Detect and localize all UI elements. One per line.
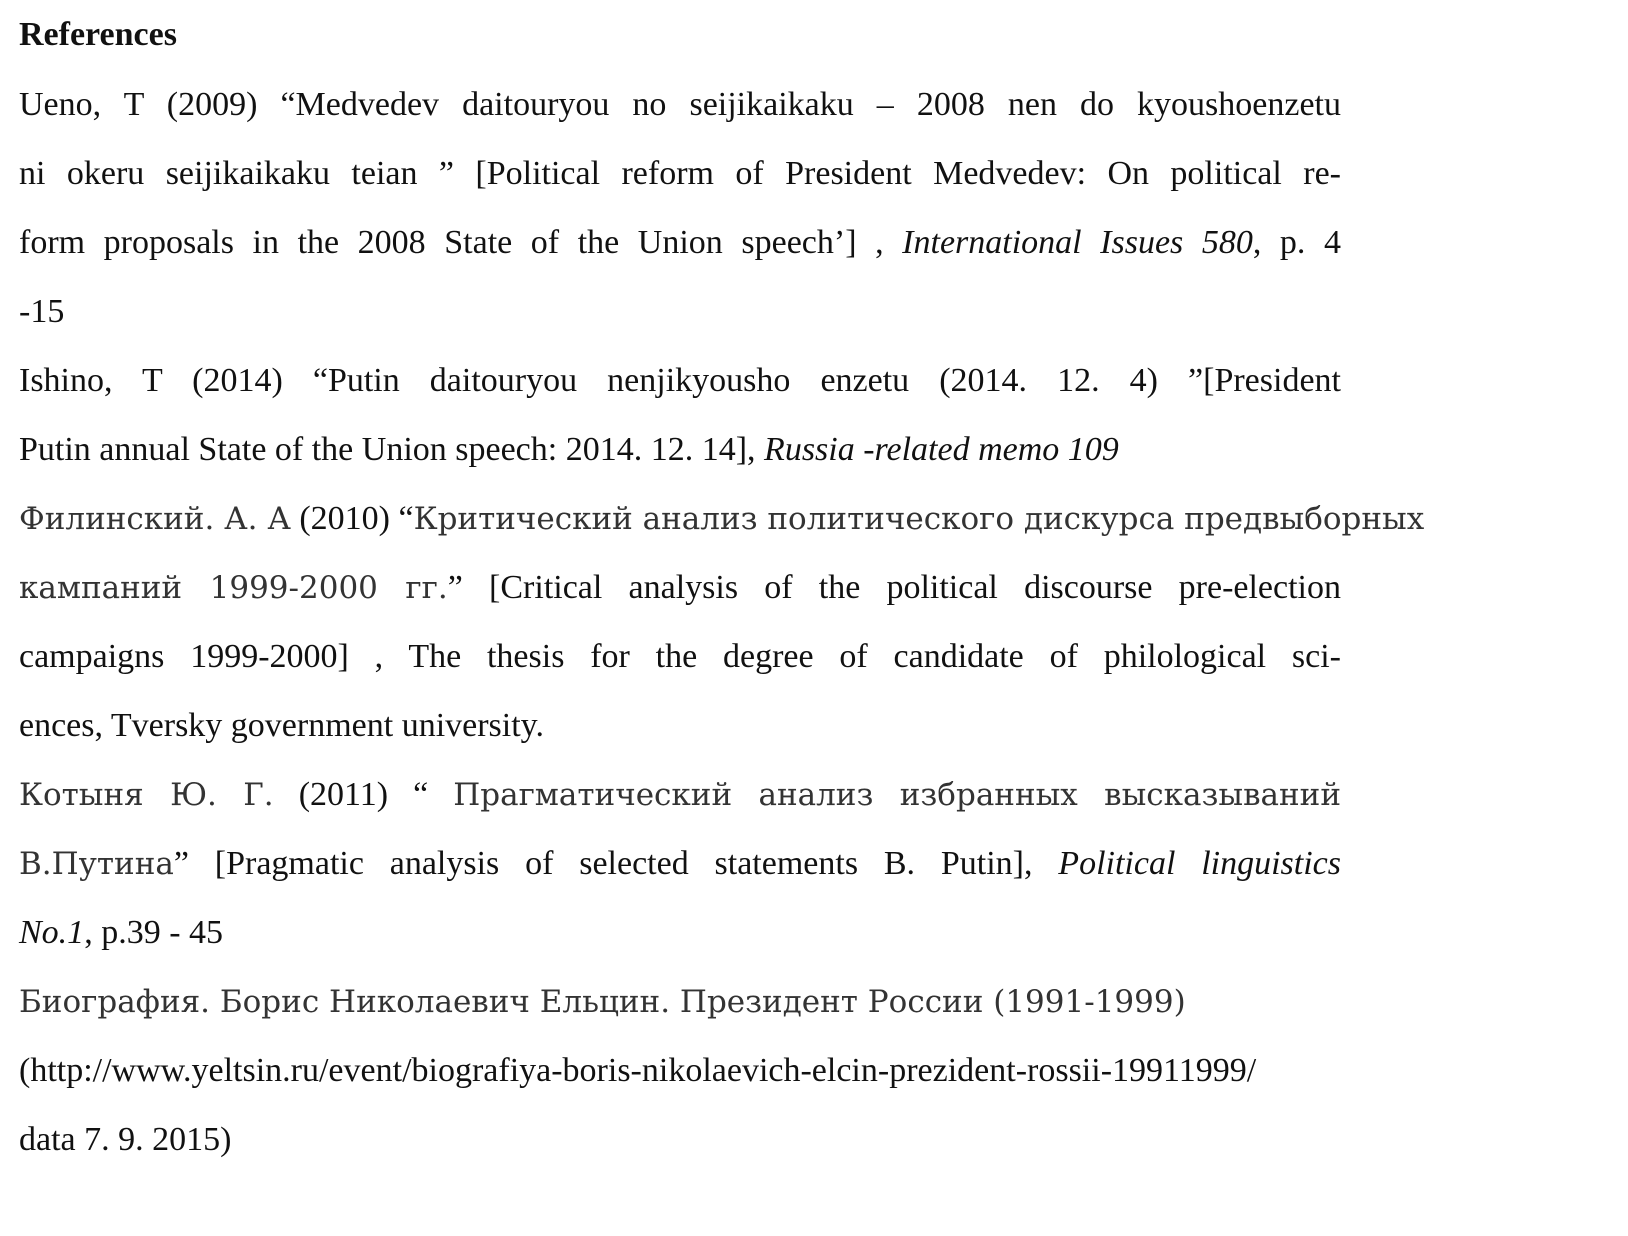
- reference-text: (2011) “: [273, 776, 454, 813]
- reference-kotynya-line-3: [19, 913, 223, 953]
- reference-pages: , p.39 - 45: [84, 914, 224, 951]
- reference-title-cyrillic: Биография. Борис Николаевич Ельцин. Президент России (1991-1999): [19, 984, 1186, 1020]
- reference-title-cyrillic: кампаний 1999-2000 гг.: [19, 570, 448, 606]
- reference-ueno-line-3: [19, 223, 1341, 263]
- reference-text: Ishino, T (2014) “Putin daitouryou nenjikyousho enzetu (2014. 12. 4) ”[President: [19, 362, 1341, 399]
- references-heading: References: [19, 16, 177, 53]
- reference-text: ” [Pragmatic analysis of selected statements B. Putin],: [173, 845, 1059, 882]
- reference-text: Ueno, T (2009) “Medvedev daitouryou no seijikaikaku – 2008 nen do kyoushoenzetu: [19, 86, 1341, 123]
- reference-filinsky-line-3: [19, 637, 1341, 677]
- journal-title: Political linguistics: [1058, 845, 1341, 882]
- reference-filinsky-line-2: [19, 568, 1341, 608]
- reference-text: Putin annual State of the Union speech: 2014. 12. 14],: [19, 431, 765, 468]
- reference-yeltsin-line-2: [19, 1051, 1256, 1091]
- reference-text: ” [Critical analysis of the political discourse pre-election: [447, 569, 1342, 606]
- reference-title-cyrillic: Критический анализ политического дискурса предвыборных: [413, 501, 1425, 537]
- reference-ueno-line-2: [19, 154, 1341, 194]
- reference-filinsky-line-4: [19, 706, 544, 746]
- reference-ueno-line-1: [19, 85, 1341, 125]
- reference-pages: , p. 4: [1252, 224, 1342, 261]
- reference-title-cyrillic: Прагматический анализ избранных высказываний: [453, 777, 1341, 813]
- journal-issue: No.1: [19, 914, 85, 951]
- reference-yeltsin-line-3: [19, 1120, 231, 1160]
- journal-title: International Issues 580: [902, 224, 1253, 261]
- reference-yeltsin-line-1: [19, 982, 1186, 1022]
- reference-author-cyrillic: Филинский. А. А: [19, 501, 291, 537]
- reference-text: (2010) “: [290, 500, 414, 537]
- reference-text: form proposals in the 2008 State of the Union speech’] ,: [19, 224, 903, 261]
- journal-title: Russia -related memo 109: [764, 431, 1119, 468]
- reference-url: (http://www.yeltsin.ru/event/biografiya-boris-nikolaevich-elcin-prezident-rossii-19911999/: [19, 1052, 1257, 1089]
- reference-filinsky-line-1: [19, 499, 1424, 539]
- reference-kotynya-line-1: [19, 775, 1341, 815]
- reference-ishino-line-2: [19, 430, 1119, 470]
- reference-text: ences, Tversky government university.: [19, 707, 544, 744]
- reference-kotynya-line-2: [19, 844, 1341, 884]
- reference-title-cyrillic: В.Путина: [19, 846, 174, 882]
- reference-text: campaigns 1999-2000] , The thesis for the degree of candidate of philological sci-: [19, 638, 1341, 675]
- reference-ishino-line-1: [19, 361, 1341, 401]
- reference-access-date: data 7. 9. 2015): [19, 1121, 232, 1158]
- reference-text: ni okeru seijikaikaku teian ” [Political reform of President Medvedev: On political re-: [19, 155, 1341, 192]
- reference-author-cyrillic: Котыня Ю. Г.: [19, 777, 274, 813]
- reference-text: -15: [19, 293, 65, 330]
- reference-ueno-line-4: [19, 292, 64, 332]
